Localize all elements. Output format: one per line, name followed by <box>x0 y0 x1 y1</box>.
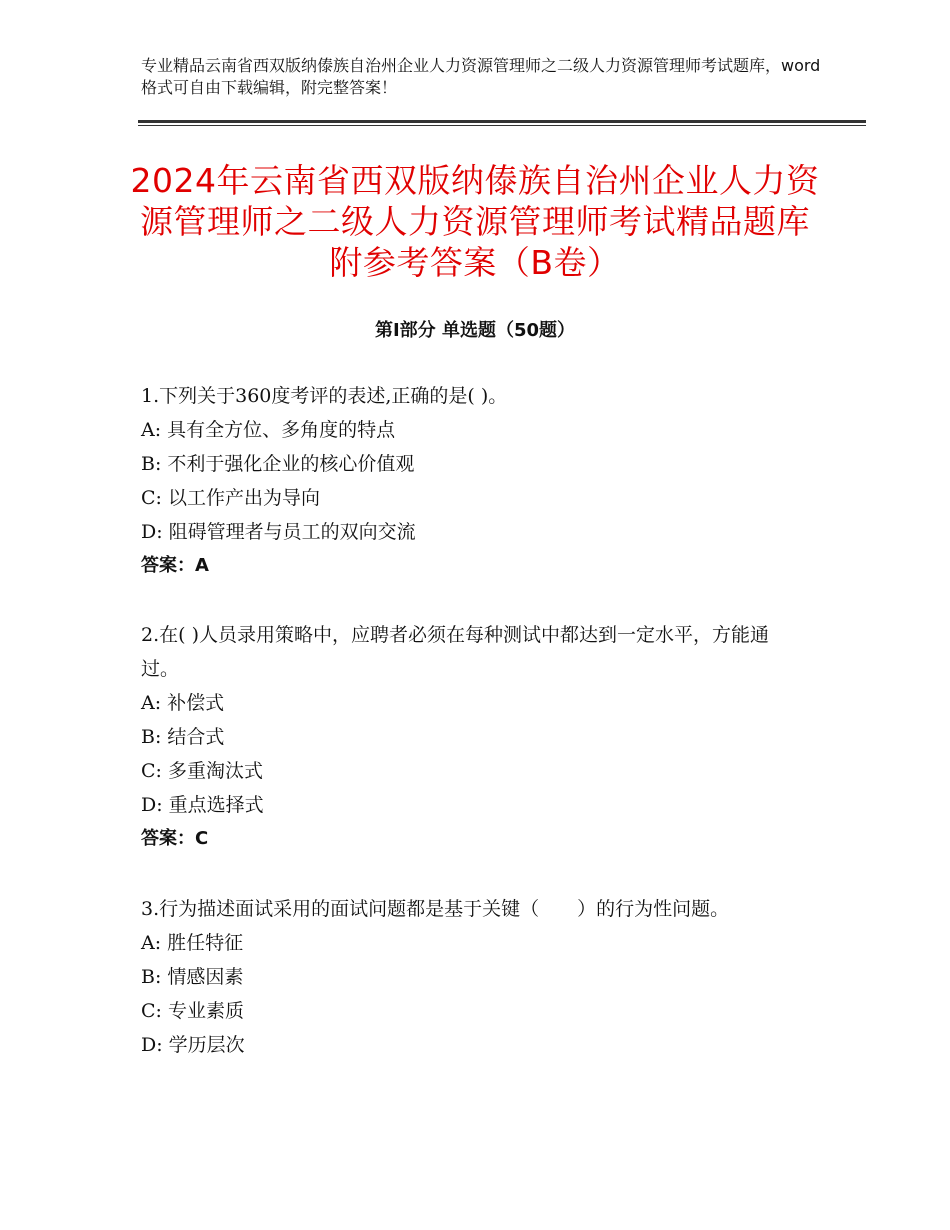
option-b: B: 不利于强化企业的核心价值观 <box>141 453 415 475</box>
option-c: C: 多重淘汰式 <box>141 760 263 782</box>
option-a: A: 补偿式 <box>141 692 225 714</box>
option-b: B: 情感因素 <box>141 966 244 988</box>
section-heading: 第Ⅰ部分 单选题（50题） <box>374 320 575 341</box>
option-b: B: 结合式 <box>141 726 225 748</box>
option-d: D: 学历层次 <box>141 1034 245 1056</box>
document-title: 2024年云南省西双版纳傣族自治州企业人力资源管理师之二级人力资源管理师考试精品题库附参考答案（B卷） <box>130 161 820 282</box>
question-3 <box>141 892 801 1062</box>
option-a: A: 具有全方位、多角度的特点 <box>141 419 396 441</box>
question-stem: 2.在( )人员录用策略中，应聘者必须在每种测试中都达到一定水平，方能通过。 <box>141 624 769 680</box>
option-c: C: 专业素质 <box>141 1000 244 1022</box>
option-a: A: 胜任特征 <box>141 932 244 954</box>
option-d: D: 阻碍管理者与员工的双向交流 <box>141 521 416 543</box>
answer-line: 答案：A <box>141 555 209 576</box>
answer-line: 答案：C <box>141 828 209 849</box>
page-header: 专业精品云南省西双版纳傣族自治州企业人力资源管理师之二级人力资源管理师考试题库，word格式可自由下载编辑，附完整答案！ <box>141 56 821 97</box>
header-divider <box>138 120 866 123</box>
question-stem: 1.下列关于360度考评的表述,正确的是( )。 <box>141 385 508 407</box>
question-1 <box>141 379 801 583</box>
header-divider-thin <box>138 125 866 126</box>
question-stem: 3.行为描述面试采用的面试问题都是基于关键（ ）的行为性问题。 <box>141 898 730 920</box>
option-c: C: 以工作产出为导向 <box>141 487 320 509</box>
option-d: D: 重点选择式 <box>141 794 264 816</box>
question-2 <box>141 618 801 856</box>
